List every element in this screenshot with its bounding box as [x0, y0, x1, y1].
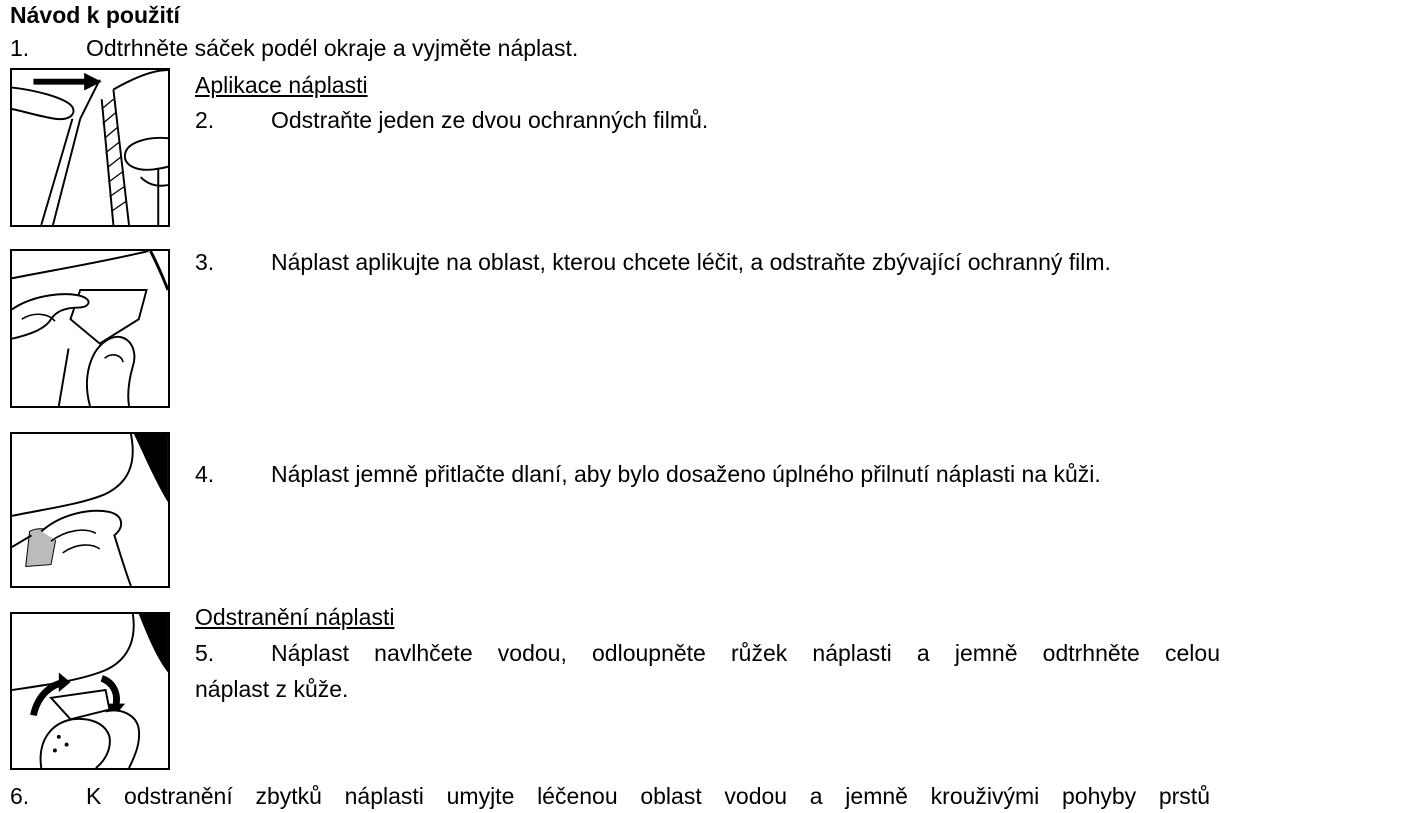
step-2-number: 2. [195, 107, 215, 133]
apply-patch-illustration [10, 249, 170, 408]
step-3 [195, 247, 1111, 277]
press-patch-illustration [10, 432, 170, 588]
section-heading-remove: Odstranění náplasti [195, 604, 395, 630]
step-2 [195, 105, 708, 135]
remove-patch-illustration [10, 612, 170, 770]
step-4-text: Náplast jemně přitlačte dlaní, aby bylo dosaženo úplného přilnutí náplasti na kůži. [271, 461, 1101, 487]
step-5-number: 5. [195, 640, 215, 666]
step-5 [195, 636, 1220, 670]
step-4 [195, 459, 1101, 489]
step-1-number: 1. [10, 35, 30, 61]
section-heading-apply: Aplikace náplasti [195, 72, 368, 98]
step-3-text: Náplast aplikujte na oblast, kterou chcete léčit, a odstraňte zbývající ochranný film. [271, 249, 1111, 275]
step-3-number: 3. [195, 249, 215, 275]
remove-patch-drawing [12, 614, 168, 768]
peel-film-illustration [10, 68, 170, 227]
step-6-number: 6. [10, 783, 30, 809]
step-4-number: 4. [195, 461, 215, 487]
peel-film-drawing [12, 70, 168, 225]
step-1 [10, 33, 578, 63]
press-patch-drawing [12, 434, 168, 586]
step-6-text: K odstranění zbytků náplasti umyjte léčenou oblast vodou a jemně krouživými pohyby prstů [86, 783, 1210, 809]
step-2-text: Odstraňte jeden ze dvou ochranných filmů. [271, 107, 709, 133]
step-6 [10, 779, 1210, 813]
step-5-text: Náplast navlhčete vodou, odloupněte růžek náplasti a jemně odtrhněte celou [271, 640, 1220, 666]
step-1-text: Odtrhněte sáček podél okraje a vyjměte náplast. [86, 35, 579, 61]
page-title: Návod k použití [10, 2, 180, 28]
step-5-continuation: náplast z kůže. [195, 676, 349, 702]
apply-patch-drawing [12, 251, 168, 406]
